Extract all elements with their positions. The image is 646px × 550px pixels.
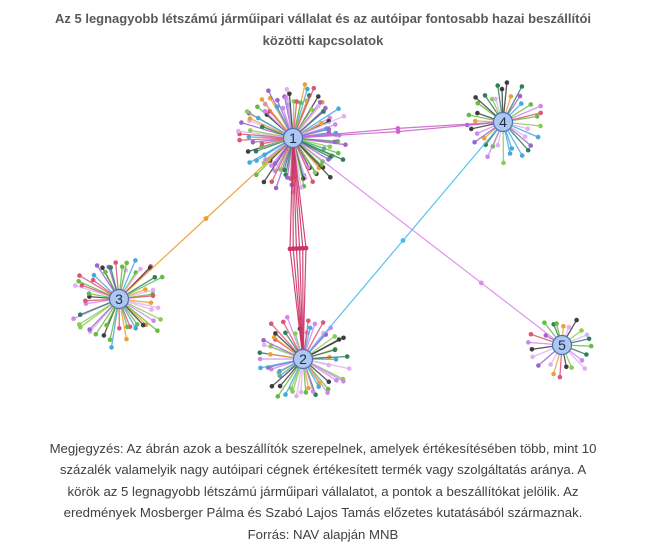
supplier-dot-2 xyxy=(341,379,346,384)
supplier-dot-1 xyxy=(343,142,348,147)
supplier-dot-3 xyxy=(113,260,118,265)
supplier-dot-5 xyxy=(529,332,534,337)
supplier-dot-1 xyxy=(333,122,338,127)
supplier-dot-4 xyxy=(467,113,472,118)
supplier-dot-4 xyxy=(518,94,523,99)
company-hub-5 xyxy=(553,336,572,355)
supplier-dot-4 xyxy=(535,114,540,119)
supplier-dot-5 xyxy=(551,372,556,377)
supplier-dot-1 xyxy=(246,149,251,154)
supplier-dot-5 xyxy=(530,347,535,352)
supplier-dot-3 xyxy=(149,307,154,312)
supplier-dot-3 xyxy=(104,323,109,328)
supplier-dot-2 xyxy=(311,389,316,394)
supplier-dot-3 xyxy=(124,261,129,266)
supplier-dot-2 xyxy=(347,366,352,371)
supplier-dot-1 xyxy=(336,106,341,111)
supplier-dot-5 xyxy=(585,333,590,338)
supplier-dot-2 xyxy=(345,354,350,359)
supplier-dot-3 xyxy=(153,275,158,280)
supplier-dot-1 xyxy=(281,106,286,111)
supplier-dot-5 xyxy=(536,363,541,368)
supplier-dot-1 xyxy=(342,114,347,119)
supplier-dot-4 xyxy=(475,131,480,136)
title-line-1: Az 5 legnagyobb létszámú járműipari vállalat és az autóipar fontosabb hazai beszállítói xyxy=(54,11,592,26)
supplier-dot-5 xyxy=(583,366,588,371)
supplier-dot-3 xyxy=(95,263,100,268)
supplier-dot-2 xyxy=(333,348,338,353)
supplier-dot-4 xyxy=(485,155,490,160)
supplier-dot-4 xyxy=(493,97,498,102)
supplier-dot-4 xyxy=(519,101,524,106)
supplier-dot-3 xyxy=(117,326,122,331)
supplier-dot-4 xyxy=(483,93,488,98)
supplier-dot-3 xyxy=(77,322,82,327)
supplier-dot-2 xyxy=(270,384,275,389)
supplier-dot-4 xyxy=(510,146,515,151)
shared-supplier-dot xyxy=(401,238,406,243)
supplier-dot-5 xyxy=(530,355,535,360)
supplier-dot-4 xyxy=(469,127,474,132)
supplier-dot-3 xyxy=(160,275,165,280)
supplier-dot-2 xyxy=(313,322,318,327)
supplier-dot-2 xyxy=(277,369,282,374)
supplier-dot-2 xyxy=(341,336,346,341)
supplier-dot-1 xyxy=(316,94,321,99)
supplier-dot-2 xyxy=(321,320,326,325)
supplier-dot-3 xyxy=(91,278,96,283)
supplier-dot-2 xyxy=(278,384,283,389)
supplier-dot-5 xyxy=(561,324,566,329)
supplier-dot-2 xyxy=(326,363,331,368)
supplier-dot-2 xyxy=(261,338,266,343)
supplier-dot-5 xyxy=(548,362,553,367)
supplier-dot-4 xyxy=(505,80,510,85)
supplier-dot-1 xyxy=(285,87,290,92)
supplier-dot-1 xyxy=(285,175,290,180)
supplier-dot-1 xyxy=(256,116,261,121)
supplier-dot-2 xyxy=(299,390,304,395)
supplier-dot-3 xyxy=(133,326,138,331)
supplier-dot-1 xyxy=(316,104,321,109)
company-hub-4 xyxy=(494,113,513,132)
supplier-dot-1 xyxy=(266,88,271,93)
supplier-dot-3 xyxy=(108,265,113,270)
supplier-dot-3 xyxy=(151,318,156,323)
supplier-dot-1 xyxy=(341,157,346,162)
supplier-dot-1 xyxy=(247,160,252,165)
hub-label: 3 xyxy=(115,291,123,307)
supplier-dot-1 xyxy=(318,100,323,105)
note-line-2: százalék valamelyik nagy autóipari cégnek értékesített termék vagy szolgáltatás aránya. A xyxy=(59,462,587,478)
supplier-dot-1 xyxy=(251,140,256,145)
supplier-dot-3 xyxy=(94,332,99,337)
supplier-dot-3 xyxy=(158,317,163,322)
supplier-dot-1 xyxy=(263,109,268,114)
supplier-dot-4 xyxy=(508,151,513,156)
supplier-dot-4 xyxy=(472,140,477,145)
supplier-dot-2 xyxy=(285,315,290,320)
supplier-dot-1 xyxy=(248,128,253,133)
supplier-dot-1 xyxy=(321,109,326,114)
supplier-dot-1 xyxy=(310,179,315,184)
supplier-dot-1 xyxy=(328,145,333,150)
shared-supplier-links xyxy=(119,122,562,359)
supplier-dot-4 xyxy=(529,102,534,107)
shared-supplier-dot xyxy=(479,281,484,286)
supplier-dot-1 xyxy=(328,175,333,180)
note-line-1: Megjegyzés: Az ábrán azok a beszállítók szerepelnek, amelyek értékesítésében több, mint 10 xyxy=(49,441,597,456)
supplier-dot-1 xyxy=(275,98,280,103)
supplier-dot-1 xyxy=(305,87,310,92)
supplier-dot-3 xyxy=(103,270,108,275)
supplier-dot-3 xyxy=(151,294,156,299)
supplier-dot-5 xyxy=(567,325,572,330)
supplier-dot-2 xyxy=(294,394,299,399)
supplier-dot-4 xyxy=(538,124,543,129)
supplier-dot-5 xyxy=(579,328,584,333)
supplier-dot-2 xyxy=(272,335,277,340)
footnote xyxy=(0,438,646,545)
supplier-dot-5 xyxy=(589,344,594,349)
supplier-dot-1 xyxy=(287,92,292,97)
supplier-dot-2 xyxy=(269,321,274,326)
hub-label: 2 xyxy=(299,351,307,367)
chart-title xyxy=(0,8,646,52)
supplier-dot-4 xyxy=(520,84,525,89)
supplier-dot-4 xyxy=(520,153,525,158)
title-line-2: közötti kapcsolatok xyxy=(262,33,384,48)
supplier-dot-3 xyxy=(87,291,92,296)
supplier-dot-1 xyxy=(255,105,260,110)
supplier-dot-1 xyxy=(326,157,331,162)
supplier-dot-3 xyxy=(83,299,88,304)
supplier-dot-1 xyxy=(245,109,250,114)
supplier-dot-2 xyxy=(262,343,267,348)
supplier-dot-1 xyxy=(313,170,318,175)
note-source: Forrás: NAV alapján MNB xyxy=(247,526,399,542)
supplier-dot-1 xyxy=(260,141,265,146)
supplier-dot-2 xyxy=(334,378,339,383)
supplier-dot-2 xyxy=(273,331,278,336)
supplier-dot-5 xyxy=(584,352,589,357)
company-hubs xyxy=(110,113,572,369)
supplier-spokes xyxy=(71,80,593,398)
supplier-dot-4 xyxy=(538,111,543,116)
supplier-dot-2 xyxy=(258,357,263,362)
supplier-dot-4 xyxy=(475,111,480,116)
supplier-dot-1 xyxy=(236,129,241,134)
supplier-dot-1 xyxy=(275,105,280,110)
supplier-dot-3 xyxy=(155,328,160,333)
supplier-dot-4 xyxy=(473,95,478,100)
supplier-dot-4 xyxy=(536,135,541,140)
supplier-network-diagram xyxy=(0,55,646,435)
supplier-dot-2 xyxy=(276,394,281,399)
supplier-dot-4 xyxy=(509,94,514,99)
supplier-dot-3 xyxy=(73,283,78,288)
shared-supplier-dot xyxy=(204,216,209,221)
supplier-dot-4 xyxy=(473,119,478,124)
note-line-4: eredmények Mosberger Pálma és Szabó Lajos Tamás előzetes kutatásából származnak. xyxy=(63,505,583,521)
supplier-dot-3 xyxy=(108,337,113,342)
supplier-dot-2 xyxy=(258,350,263,355)
supplier-dot-1 xyxy=(312,86,317,91)
supplier-dot-2 xyxy=(306,386,311,391)
supplier-dot-2 xyxy=(293,331,298,336)
company-hub-3 xyxy=(110,290,129,309)
supplier-dot-2 xyxy=(306,319,311,324)
supplier-dot-4 xyxy=(523,134,528,139)
supplier-dot-4 xyxy=(501,161,506,166)
shared-supplier-dot xyxy=(288,247,293,252)
supplier-dot-1 xyxy=(274,186,279,191)
supplier-dot-5 xyxy=(554,321,559,326)
supplier-dot-5 xyxy=(542,320,547,325)
supplier-dot-3 xyxy=(87,327,92,332)
supplier-dot-1 xyxy=(294,99,299,104)
supplier-dot-1 xyxy=(239,120,244,125)
supplier-dot-1 xyxy=(262,180,267,185)
supplier-dot-2 xyxy=(281,320,286,325)
supplier-dot-1 xyxy=(260,97,265,102)
supplier-dot-1 xyxy=(298,100,303,105)
supplier-dot-3 xyxy=(100,265,105,270)
supplier-dot-4 xyxy=(500,87,505,92)
supplier-dot-4 xyxy=(538,104,543,109)
supplier-dot-3 xyxy=(133,258,138,263)
supplier-dot-2 xyxy=(268,352,273,357)
shared-supplier-dot xyxy=(396,129,401,134)
supplier-dot-2 xyxy=(332,334,337,339)
supplier-dot-2 xyxy=(283,392,288,397)
supplier-dot-3 xyxy=(71,316,76,321)
hub-label: 5 xyxy=(558,337,566,353)
supplier-dot-4 xyxy=(496,143,501,148)
supplier-dot-2 xyxy=(258,366,263,371)
company-hub-2 xyxy=(294,350,313,369)
supplier-dot-5 xyxy=(558,375,563,380)
supplier-dot-3 xyxy=(102,333,107,338)
supplier-dot-1 xyxy=(248,116,253,121)
supplier-dot-5 xyxy=(587,337,592,342)
hub-label: 1 xyxy=(289,130,297,146)
supplier-dot-3 xyxy=(109,345,114,350)
supplier-dot-4 xyxy=(528,143,533,148)
supplier-dot-3 xyxy=(149,300,154,305)
supplier-dot-2 xyxy=(308,326,313,331)
supplier-dot-2 xyxy=(325,390,330,395)
supplier-dot-5 xyxy=(580,358,585,363)
supplier-dot-3 xyxy=(92,273,97,278)
supplier-dot-2 xyxy=(283,331,288,336)
supplier-dot-4 xyxy=(495,83,500,88)
supplier-dot-2 xyxy=(304,390,309,395)
supplier-dot-1 xyxy=(273,161,278,166)
supplier-dot-3 xyxy=(78,312,83,317)
supplier-dot-1 xyxy=(303,82,308,87)
supplier-dot-3 xyxy=(76,279,81,284)
hub-label: 4 xyxy=(499,114,507,130)
supplier-dot-2 xyxy=(316,385,321,390)
supplier-dot-4 xyxy=(526,148,531,153)
supplier-dot-5 xyxy=(564,365,569,370)
supplier-dot-3 xyxy=(151,288,156,293)
supplier-dot-1 xyxy=(237,138,242,143)
company-hub-1 xyxy=(284,129,303,148)
supplier-dot-1 xyxy=(270,179,275,184)
supplier-dot-3 xyxy=(141,323,146,328)
supplier-dot-2 xyxy=(337,337,342,342)
supplier-dot-3 xyxy=(124,337,129,342)
supplier-dot-3 xyxy=(120,265,125,270)
supplier-dot-2 xyxy=(327,380,332,385)
supplier-dot-4 xyxy=(525,127,530,132)
supplier-dot-1 xyxy=(336,151,341,156)
shared-link-1-5 xyxy=(293,138,562,345)
supplier-dot-5 xyxy=(574,318,579,323)
supplier-dot-3 xyxy=(138,267,143,272)
supplier-dot-5 xyxy=(526,340,531,345)
note-line-3: körök az 5 legnagyobb létszámú járműipari vállalatot, a pontok a beszállítókat jelölik. Az xyxy=(67,483,579,499)
supplier-dot-3 xyxy=(77,273,82,278)
supplier-dot-5 xyxy=(569,365,574,370)
supplier-dot-3 xyxy=(156,305,161,310)
supplier-dot-3 xyxy=(125,325,130,330)
